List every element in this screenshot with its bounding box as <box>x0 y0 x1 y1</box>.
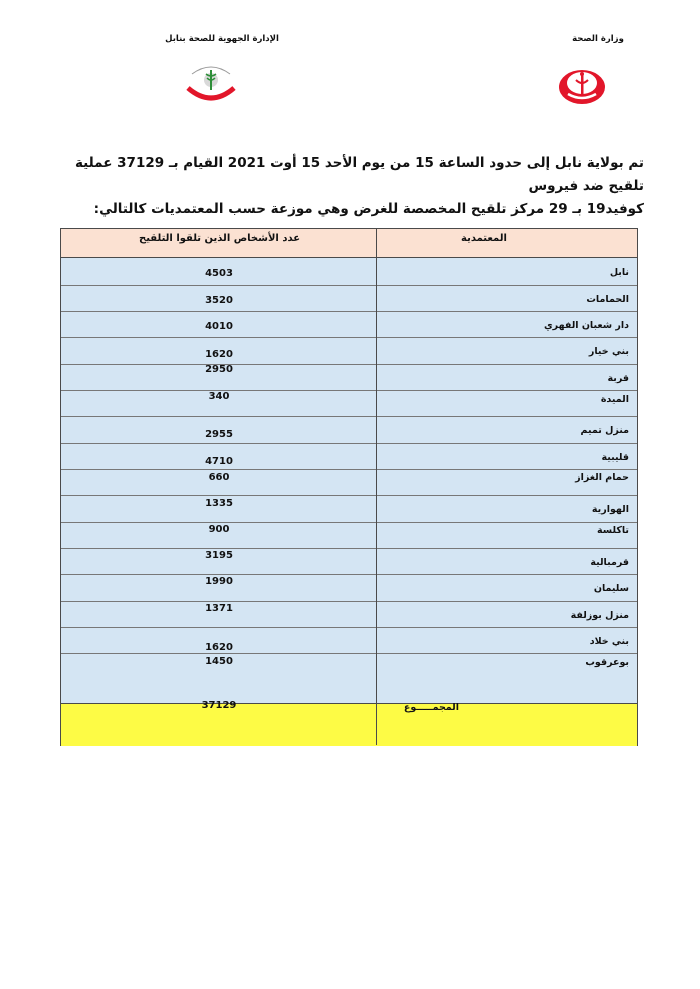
regional-health-logo-icon <box>182 62 240 106</box>
vaccinated-count: 1990 <box>205 576 233 587</box>
delegation-name: الهوارية <box>591 504 629 515</box>
row-divider <box>61 443 637 444</box>
delegation-name: سليمان <box>593 583 629 594</box>
row-divider <box>61 522 637 523</box>
delegation-name: دار شعبان الفهري <box>543 320 629 331</box>
regional-directorate-header: الإدارة الجهوية للصحة بنابل <box>165 34 279 44</box>
intro-line-2: كوفيد19 بـ 29 مركز تلقيح المخصصة للغرض وهي موزعة حسب المعتمديات كالتالي: <box>93 201 644 217</box>
total-value: 37129 <box>201 700 237 711</box>
row-divider <box>61 653 637 654</box>
row-divider <box>61 285 637 286</box>
header-vaccinated-count: عدد الأشخاص الذين تلقوا التلقيح <box>139 233 301 244</box>
intro-paragraph <box>52 152 644 221</box>
ministry-header: وزارة الصحة <box>572 34 624 44</box>
header-delegation: المعتمدية <box>461 233 507 244</box>
delegation-name: الحمامات <box>586 294 629 305</box>
table-total-row <box>61 703 637 746</box>
delegation-name: الميدة <box>600 394 629 405</box>
vaccinated-count: 3520 <box>205 295 233 306</box>
delegation-name: منزل تميم <box>580 425 629 436</box>
row-divider <box>61 495 637 496</box>
row-divider <box>61 548 637 549</box>
vaccinated-count: 4503 <box>205 268 233 279</box>
vaccinated-count: 4710 <box>205 456 233 467</box>
vaccinated-count: 3195 <box>205 550 233 561</box>
vaccination-table <box>60 228 638 746</box>
column-divider <box>376 229 377 745</box>
vaccinated-count: 4010 <box>205 321 233 332</box>
delegation-name: قربة <box>607 373 629 384</box>
delegation-name: حمام الغزاز <box>575 472 629 483</box>
vaccinated-count: 900 <box>208 524 230 535</box>
vaccinated-count: 660 <box>208 472 230 483</box>
delegation-name: بني خيار <box>588 346 629 357</box>
row-divider <box>61 311 637 312</box>
vaccinated-count: 2955 <box>205 429 233 440</box>
vaccinated-count: 1371 <box>205 603 233 614</box>
row-divider <box>61 364 637 365</box>
vaccinated-count: 1335 <box>205 498 233 509</box>
vaccinated-count: 1450 <box>205 656 233 667</box>
row-divider <box>61 390 637 391</box>
vaccinated-count: 1620 <box>205 349 233 360</box>
row-divider <box>61 627 637 628</box>
row-divider <box>61 337 637 338</box>
delegation-name: بوعرقوب <box>585 657 629 668</box>
delegation-name: نابل <box>609 267 629 278</box>
delegation-name: منزل بوزلفة <box>570 610 629 621</box>
row-divider <box>61 469 637 470</box>
delegation-name: تاكلسة <box>597 525 629 536</box>
vaccinated-count: 1620 <box>205 642 233 653</box>
delegation-name: بني خلاد <box>589 636 629 647</box>
vaccinated-count: 2950 <box>205 364 233 375</box>
table-header-row <box>61 229 637 258</box>
ministry-crescent-logo-icon <box>556 66 608 106</box>
delegation-name: قرمبالية <box>590 557 629 568</box>
row-divider <box>61 416 637 417</box>
intro-line-1: تم بولاية نابل إلى حدود الساعة 15 من يوم الأحد 15 أوت 2021 القيام بـ 37129 عملية تلقيح ضد فيروس <box>74 155 644 194</box>
row-divider <box>61 574 637 575</box>
total-label: المجمـــــوع <box>403 702 459 713</box>
row-divider <box>61 601 637 602</box>
delegation-name: قليبية <box>601 452 629 463</box>
vaccinated-count: 340 <box>208 391 230 402</box>
